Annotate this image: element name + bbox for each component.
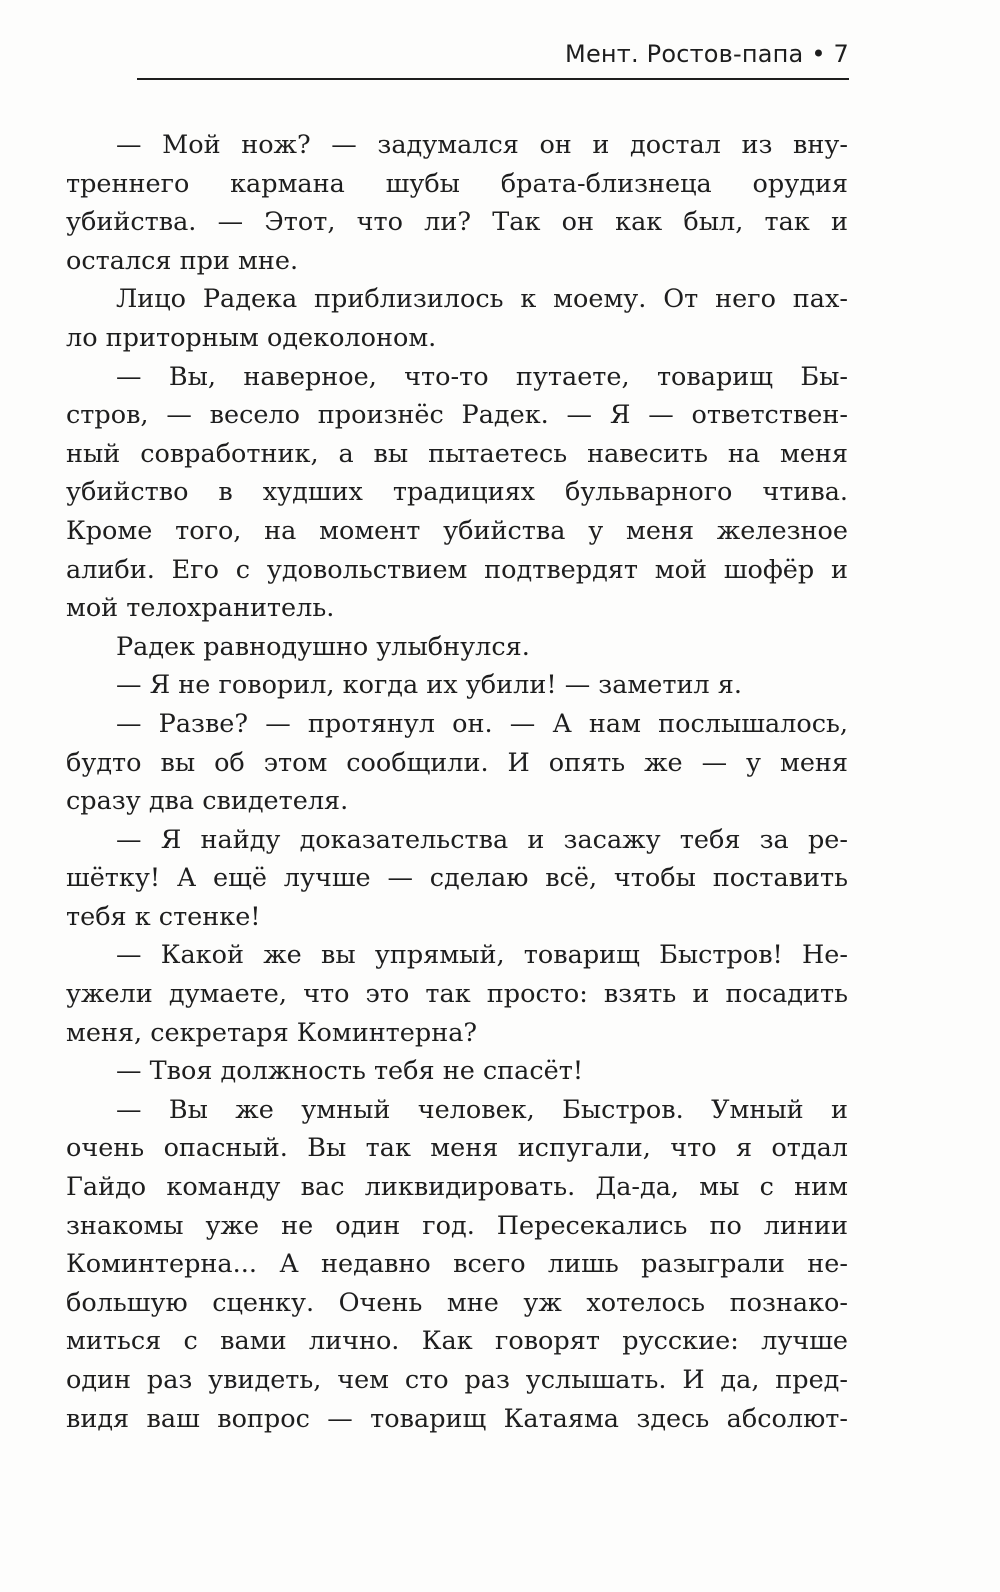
text-line: — Твоя должность тебя не спасёт! bbox=[116, 1056, 584, 1087]
page-body bbox=[66, 126, 848, 1438]
text-line: ужели думаете, что это так просто: взять и посадить bbox=[66, 979, 848, 1010]
text-line: ло приторным одеколоном. bbox=[66, 322, 437, 353]
running-title: Мент. Ростов-папа bbox=[565, 40, 804, 68]
text-line: очень опасный. Вы так меня испугали, что я отдал bbox=[66, 1133, 848, 1164]
text-line: Радек равнодушно улыбнулся. bbox=[116, 631, 530, 662]
text-line: — Вы же умный человек, Быстров. Умный и bbox=[116, 1094, 848, 1125]
text-line: тебя к стенке! bbox=[66, 901, 261, 932]
text-line: мой телохранитель. bbox=[66, 593, 335, 624]
text-line: шётку! А ещё лучше — сделаю всё, чтобы поставить bbox=[66, 863, 848, 894]
text-line: меня, секретаря Коминтерна? bbox=[66, 1017, 478, 1048]
text-line: треннего кармана шубы брата-близнеца орудия bbox=[66, 168, 848, 199]
text-line: Коминтерна... А недавно всего лишь разыграли не- bbox=[66, 1249, 848, 1280]
text-line: ный совработник, а вы пытаетесь навесить на меня bbox=[66, 438, 848, 469]
text-line: видя ваш вопрос — товарищ Катаяма здесь абсолют- bbox=[66, 1403, 848, 1434]
text-line: — Мой нож? — задумался он и достал из вну- bbox=[116, 130, 848, 160]
text-line: — Разве? — протянул он. — А нам послышалось, bbox=[116, 708, 848, 739]
text-line: будто вы об этом сообщили. И опять же — у меня bbox=[66, 747, 848, 778]
text-line: Гайдо команду вас ликвидировать. Да-да, мы с ним bbox=[66, 1172, 848, 1203]
text-line: Кроме того, на момент убийства у меня железное bbox=[66, 515, 848, 546]
running-header bbox=[137, 36, 849, 80]
text-line: — Я найду доказательства и засажу тебя за ре- bbox=[116, 824, 848, 855]
text-line: миться с вами лично. Как говорят русские: лучше bbox=[66, 1326, 848, 1357]
text-line: убийства. — Этот, что ли? Так он как был, так и bbox=[66, 207, 848, 238]
text-line: убийство в худших традициях бульварного чтива. bbox=[66, 477, 848, 508]
text-line: — Вы, наверное, что-то путаете, товарищ Бы- bbox=[116, 361, 848, 392]
text-line: знакомы уже не один год. Пересекались по линии bbox=[66, 1210, 848, 1241]
header-text bbox=[565, 40, 849, 68]
header-bullet: • bbox=[811, 40, 826, 68]
text-line: один раз увидеть, чем сто раз услышать. И да, пред- bbox=[66, 1365, 848, 1395]
text-line: — Я не говорил, когда их убили! — заметил я. bbox=[116, 670, 742, 701]
text-line: остался при мне. bbox=[66, 245, 299, 276]
page-number: 7 bbox=[833, 40, 849, 68]
text-line: — Какой же вы упрямый, товарищ Быстров! Не- bbox=[116, 940, 848, 971]
text-line: сразу два свидетеля. bbox=[66, 786, 349, 817]
text-line: Лицо Радека приблизилось к моему. От него пах- bbox=[116, 284, 848, 315]
text-line: большую сценку. Очень мне уж хотелось познако- bbox=[66, 1287, 848, 1318]
text-line: стров, — весело произнёс Радек. — Я — ответствен- bbox=[66, 400, 848, 431]
text-line: алиби. Его с удовольствием подтвердят мой шофёр и bbox=[66, 554, 848, 585]
